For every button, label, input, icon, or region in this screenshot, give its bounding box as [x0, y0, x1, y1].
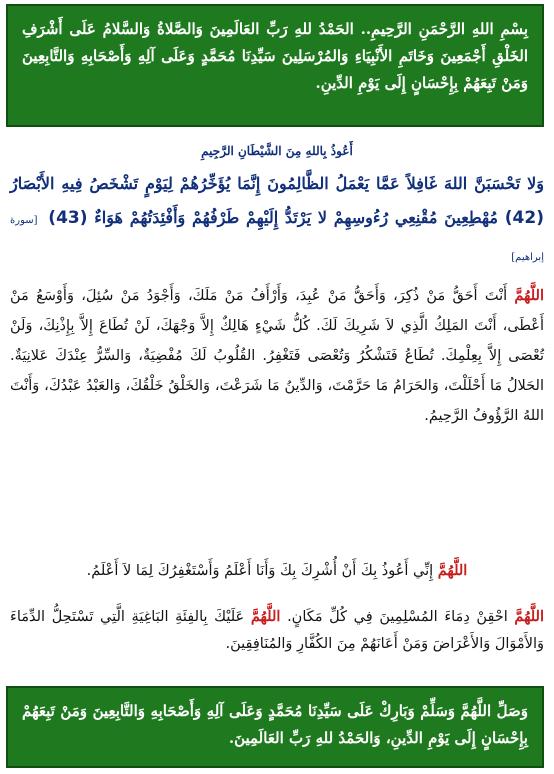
- sura-reference: [سورة إبراهيم]: [10, 215, 544, 263]
- allahumma-label: اللَّهُمَّ: [514, 287, 544, 304]
- main-supplication-text: أَنْتَ أَحَقُّ مَنْ ذُكِرَ، وَأَحَقُّ مَنْ عُبِدَ، وَأَرْأَفُ مَنْ مَلَكَ، وَأَجْوَدُ مَنْ سُئِلَ، وَأَوْسَعُ مَنْ أَعْطَى، أَنْتَ المَلِكُ الَّذِي لاَ شَرِيكَ لَكَ. كُلُّ شَيْءٍ هَالِكٌ إِلاَّ وَجْهَكَ، لَنْ تُطَاعَ إِلاَّ بِإِذْنِكَ، وَلَنْ تُعْصَى إِلاَّ بِعِلْمِكَ. تُطَاعُ فَتَشْكُرُ وَتُعْصَى فَتَغْفِرُ. القُلُوبُ لَكَ مُفْضِيَةٌ، وَالسِّرُّ عِنْدَكَ عَلانِيَةٌ. الحَلالُ مَا أَحْلَلْتَ، وَالحَرَامُ مَا حَرَّمْتَ، وَالدِّينُ مَا شَرَعْتَ، وَالخَلْقُ خَلْقُكَ، وَالعَبْدُ عَبْدُكَ، وَأَنْتَ اللهُ الرَّؤُوفُ الرَّحِيمُ.: [10, 288, 544, 424]
- muslims-supplication-text-1: احْقِنْ دِمَاءَ المُسْلِمِينَ فِي كُلِّ مَكَانٍ.: [287, 609, 508, 625]
- shirk-supplication-text: إِنِّي أَعُوذُ بِكَ أَنْ أُشْرِكَ بِكَ وَأَنَا أَعْلَمُ وَأَسْتَغْفِرُكَ لِمَا لاَ أَعْلَمُ.: [86, 563, 434, 579]
- closing-banner: [6, 686, 544, 768]
- allahumma-label: اللَّهُمَّ: [250, 608, 281, 625]
- opening-banner: [6, 4, 544, 127]
- allahumma-label: اللَّهُمَّ: [514, 608, 545, 625]
- allahumma-label: اللَّهُمَّ: [437, 562, 468, 579]
- main-supplication: [10, 281, 544, 431]
- verse-part-2: مُهْطِعِينَ مُقْنِعِي رُءُوسِهِمْ لا يَرْتَدُّ إِلَيْهِمْ طَرْفُهُمْ وَأَفْئِدَتُهُمْ هَوَاءٌ: [94, 208, 498, 227]
- verse-part-1: وَلا تَحْسَبَنَّ اللهَ غَافِلاً عَمَّا يَعْمَلُ الظَّالِمُونَ إِنَّمَا يُؤَخِّرُهُمْ لِيَوْمٍ تَشْخَصُ فِيهِ الأَبْصَارُ: [10, 174, 544, 193]
- muslims-supplication-text-2: عَلَيْكَ بِالفِئَةِ البَاغِيَةِ الَّتِي تَسْتَحِلُّ الدِّمَاءَ وَالأَمْوَالَ وَالأَعْرَاضَ وَمَنْ أَعَانَهُمْ مِنَ الكُفَّارِ وَالمُنَافِقِينَ.: [10, 609, 544, 652]
- verse-number-42: (42): [504, 208, 544, 228]
- verse-number-43: (43): [48, 208, 88, 228]
- quran-verse: [10, 167, 544, 275]
- opening-text: بِسْمِ اللهِ الرَّحْمَنِ الرَّحِيمِ.. الحَمْدُ للهِ رَبِّ العَالَمِينَ وَالصَّلاةُ وَالسَّلامُ عَلَى أَشْرَفِ الخَلْقِ أَجْمَعِينَ وَخَاتَمِ الأَنْبِيَاءِ وَالمُرْسَلِينَ سَيِّدِنَا مُحَمَّدٍ وَعَلَى آلِهِ وَأَصْحَابِهِ وَالتَّابِعِينَ وَمَنْ تَبِعَهُمْ بِإِحْسَانٍ إِلَى يَوْمِ الدِّينِ.: [22, 20, 528, 92]
- muslims-supplication: [10, 603, 544, 658]
- isti-adha-line: أَعُوذُ بِاللهِ مِنَ الشَّيْطَانِ الرَّجِيمِ: [201, 144, 353, 158]
- closing-text: وَصَلِّ اللَّهُمَّ وَسَلِّمْ وَبَارِكْ عَلَى سَيِّدِنَا مُحَمَّدٍ وَعَلَى آلِهِ وَأَصْحَابِهِ وَالتَّابِعِينَ وَمَنْ تَبِعَهُمْ بِإِحْسَانٍ إِلَى يَوْمِ الدِّينِ، وَالحَمْدُ للهِ رَبِّ العَالَمِينَ.: [22, 702, 528, 747]
- shirk-supplication: [10, 562, 544, 579]
